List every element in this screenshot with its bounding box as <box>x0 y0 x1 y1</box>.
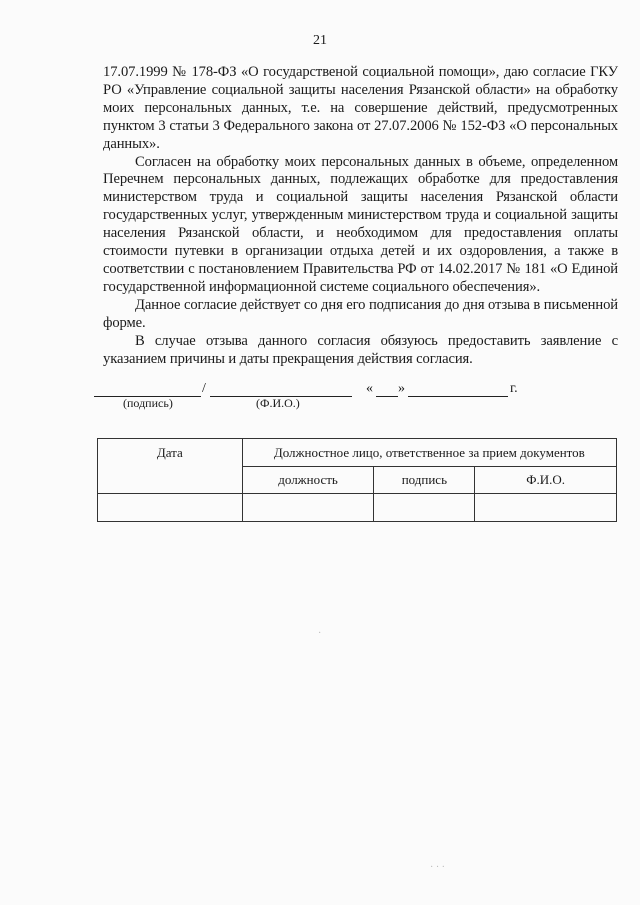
paragraph-withdrawal: В случае отзыва данного согласия обязуюсь предоставить заявление с указанием причины и даты прекращения действия согласия. <box>103 332 618 367</box>
scan-artifact: · <box>318 628 322 639</box>
acceptance-table <box>97 438 617 522</box>
subheader-position: должность <box>242 467 374 494</box>
date-month-blank <box>408 396 508 397</box>
paragraph-consent-scope: Согласен на обработку моих персональных данных в объеме, определенном Перечнем персональных данных, подлежащих обработке для предоставления министерством труда и социальной защиты населения Рязанской области государственных услуг, утвержденным министерством труда и социальной защиты населения Рязанской области, и необходимом для предоставления оплаты стоимости путевки в организации отдыха детей и их оздоровления, а также в соответствии с постановлением Правительства РФ от 14.02.2017 № 181 «О Единой государственной информационной системе социального обеспечения». <box>103 153 618 295</box>
page-number: 21 <box>313 33 327 48</box>
document-body <box>103 64 618 368</box>
cell-position <box>242 494 374 522</box>
caption-name: (Ф.И.О.) <box>256 396 300 410</box>
header-date: Дата <box>98 439 243 494</box>
cell-signature <box>374 494 475 522</box>
subheader-name: Ф.И.О. <box>475 467 617 494</box>
subheader-signature: подпись <box>374 467 475 494</box>
date-quote-close: » <box>398 381 405 396</box>
scan-artifact: · · · <box>430 862 445 873</box>
paragraph-validity: Данное согласие действует со дня его подписания до дня отзыва в письменной форме. <box>103 296 618 331</box>
signature-slash: / <box>202 381 206 396</box>
cell-name <box>475 494 617 522</box>
caption-signature: (подпись) <box>123 396 173 410</box>
date-quote-open: « <box>366 381 373 396</box>
header-official: Должностное лицо, ответственное за прием документов <box>242 439 616 467</box>
date-year-suffix: г. <box>510 381 518 396</box>
date-day-blank <box>376 396 398 397</box>
paragraph-legal-basis: 17.07.1999 № 178-ФЗ «О государственой социальной помощи», даю согласие ГКУ РО «Управление социальной защиты населения Рязанской области» на обработку моих персональных данных, т.е. на совершение действий, предусмотренных пунктом 3 статьи 3 Федерального закона от 27.07.2006 № 152-ФЗ «О персональных данных». <box>103 64 618 152</box>
cell-date <box>98 494 243 522</box>
